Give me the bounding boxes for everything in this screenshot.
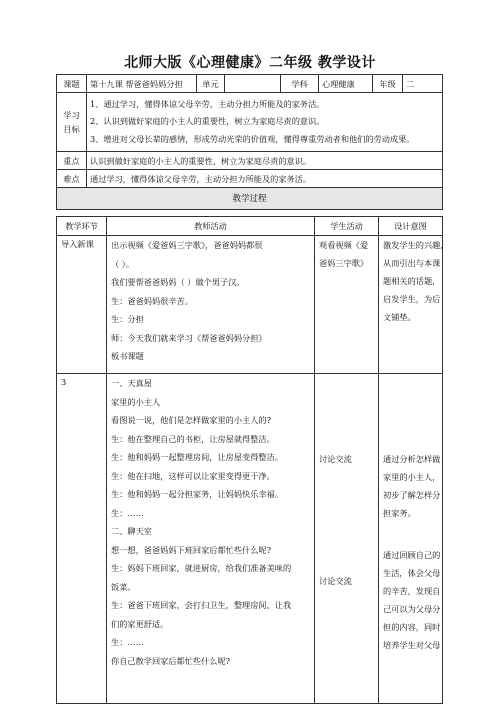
difficulty-value: 通过学习，懂得体谅父母辛劳，主动分担力所能及的家务活。 xyxy=(87,170,443,188)
text-line: 爸妈三字歌》 xyxy=(319,258,369,268)
text-line: 一、天真屋 xyxy=(111,378,152,388)
stage-main: 3 xyxy=(57,374,107,704)
subject-value: 心理健康 xyxy=(319,75,373,93)
text-line: 通过分析怎样做 xyxy=(383,454,441,464)
text-line: 讨论交流 xyxy=(319,454,352,464)
text-line: 家里的小主人， xyxy=(383,472,441,482)
key-point-label: 重点 xyxy=(57,152,87,170)
text-line: 初步了解怎样分 xyxy=(383,490,441,500)
topic-label: 课题 xyxy=(57,75,87,93)
text-line: 观看视频《爱 xyxy=(319,240,369,250)
text-line: 板书课题 xyxy=(111,351,144,361)
header-teacher: 教师活动 xyxy=(107,217,315,236)
goal-label-line: 学习 xyxy=(63,110,80,120)
design-intent-intro xyxy=(379,236,443,374)
text-line: 看图说一说，他们是怎样做家里的小主人的? xyxy=(111,415,271,425)
text-line: 我们要帮爸爸妈妈（ ）做个男子汉。 xyxy=(111,277,245,287)
teacher-activity-intro xyxy=(107,236,315,374)
text-line: 题相关的话题， xyxy=(383,276,441,286)
teacher-activity-main xyxy=(107,374,315,704)
student-activity-intro xyxy=(315,236,379,374)
text-line: 生：他在整理自己的书柜，让房屋就得整洁。 xyxy=(111,433,275,444)
text-line: 激发学生的兴趣, xyxy=(383,240,443,250)
text-line: 己可以为父母分 xyxy=(383,604,441,614)
text-line: 生：妈妈下班回家，就进厨房，给我们准备美味的 xyxy=(111,563,292,573)
text-line: 通过回顾自己的 xyxy=(383,550,441,560)
text-line: 们的家更舒适。 xyxy=(111,618,169,629)
learning-goals xyxy=(87,93,443,152)
text-line: 担家务。 xyxy=(383,508,416,518)
subject-label: 学科 xyxy=(281,75,319,93)
text-line: 启发学生，为后 xyxy=(383,294,441,304)
goal-label xyxy=(57,93,87,152)
text-line: 文铺垫。 xyxy=(383,312,416,322)
goal-item: 3、增进对父母长辈的感情，形成劳动光荣的价值观，懂得尊重劳动者和他们的劳动成果。 xyxy=(90,133,415,144)
lesson-info-table xyxy=(56,74,443,210)
text-line: 生：爸爸下班回家，会打扫卫生，整理房间，让我 xyxy=(111,600,292,610)
text-line: 从而引出与本课 xyxy=(383,258,441,268)
text-line: 培养学生对父母 xyxy=(383,640,441,650)
teaching-process-header: 教学过程 xyxy=(57,188,443,210)
page-title: 北师大版《心理健康》二年级 教学设计 xyxy=(124,55,376,71)
goal-label-line: 目标 xyxy=(63,124,80,134)
text-line: 饭菜。 xyxy=(111,581,136,592)
design-intent-main xyxy=(379,374,443,704)
text-line: 讨论交流 xyxy=(319,576,352,586)
stage-intro: 导入新课 xyxy=(57,236,107,374)
topic-value: 第十九课 帮爸爸妈妈分担 xyxy=(87,75,197,93)
text-line: 想一想，爸爸妈妈下班回家后都忙些什么呢? xyxy=(111,544,271,555)
header-student: 学生活动 xyxy=(315,217,379,236)
header-intent: 设计意图 xyxy=(379,217,443,236)
text-line: 生：他和妈妈一起分担家务，让妈妈快乐幸福。 xyxy=(111,489,283,499)
text-line: 家里的小主人 xyxy=(111,396,161,407)
text-line: 生：他在扫地，这样可以让家里变得更干净。 xyxy=(111,470,275,481)
text-line: 出示视频《爱爸妈三字歌》，爸爸妈妈都很 xyxy=(111,240,263,250)
goal-item: 1、通过学习，懂得体谅父母辛劳，主动分担力所能及的家务活。 xyxy=(90,98,325,109)
unit-label: 单元 xyxy=(197,75,225,93)
text-line: 生：…… xyxy=(111,507,144,518)
text-line: 你自己散学回家后都忙些什么呢? xyxy=(111,655,231,666)
header-stage: 教学环节 xyxy=(57,217,107,236)
goal-item: 2、认识到做好家庭的小主人的重要性，树立为家庭尽责的意识。 xyxy=(90,116,325,127)
text-line: 生活，体会父母 xyxy=(383,568,441,578)
student-activity-main xyxy=(315,374,379,704)
text-line: （ ）。 xyxy=(111,258,135,269)
difficulty-label: 难点 xyxy=(57,170,87,188)
text-line: 生：分担 xyxy=(111,314,144,324)
text-line: 二、聊天室 xyxy=(111,526,152,536)
text-line: 担的内容，同时 xyxy=(383,622,441,632)
unit-value xyxy=(225,75,281,93)
text-line: 生：他和妈妈一起整理房间，让房屋变得整洁。 xyxy=(111,452,283,462)
teaching-process-table xyxy=(56,216,443,704)
key-point-value: 认识到做好家庭的小主人的重要性，树立为家庭尽责的意识。 xyxy=(87,152,443,170)
text-line: 生：…… xyxy=(111,637,144,647)
grade-label: 年级 xyxy=(373,75,403,93)
text-line: 师：今天我们就来学习《帮爸爸妈妈分担》 xyxy=(111,332,267,343)
grade-value: 二 xyxy=(403,75,443,93)
text-line: 的辛苦，发现自 xyxy=(383,586,441,596)
text-line: 生：爸爸妈妈很辛苦。 xyxy=(111,295,193,306)
